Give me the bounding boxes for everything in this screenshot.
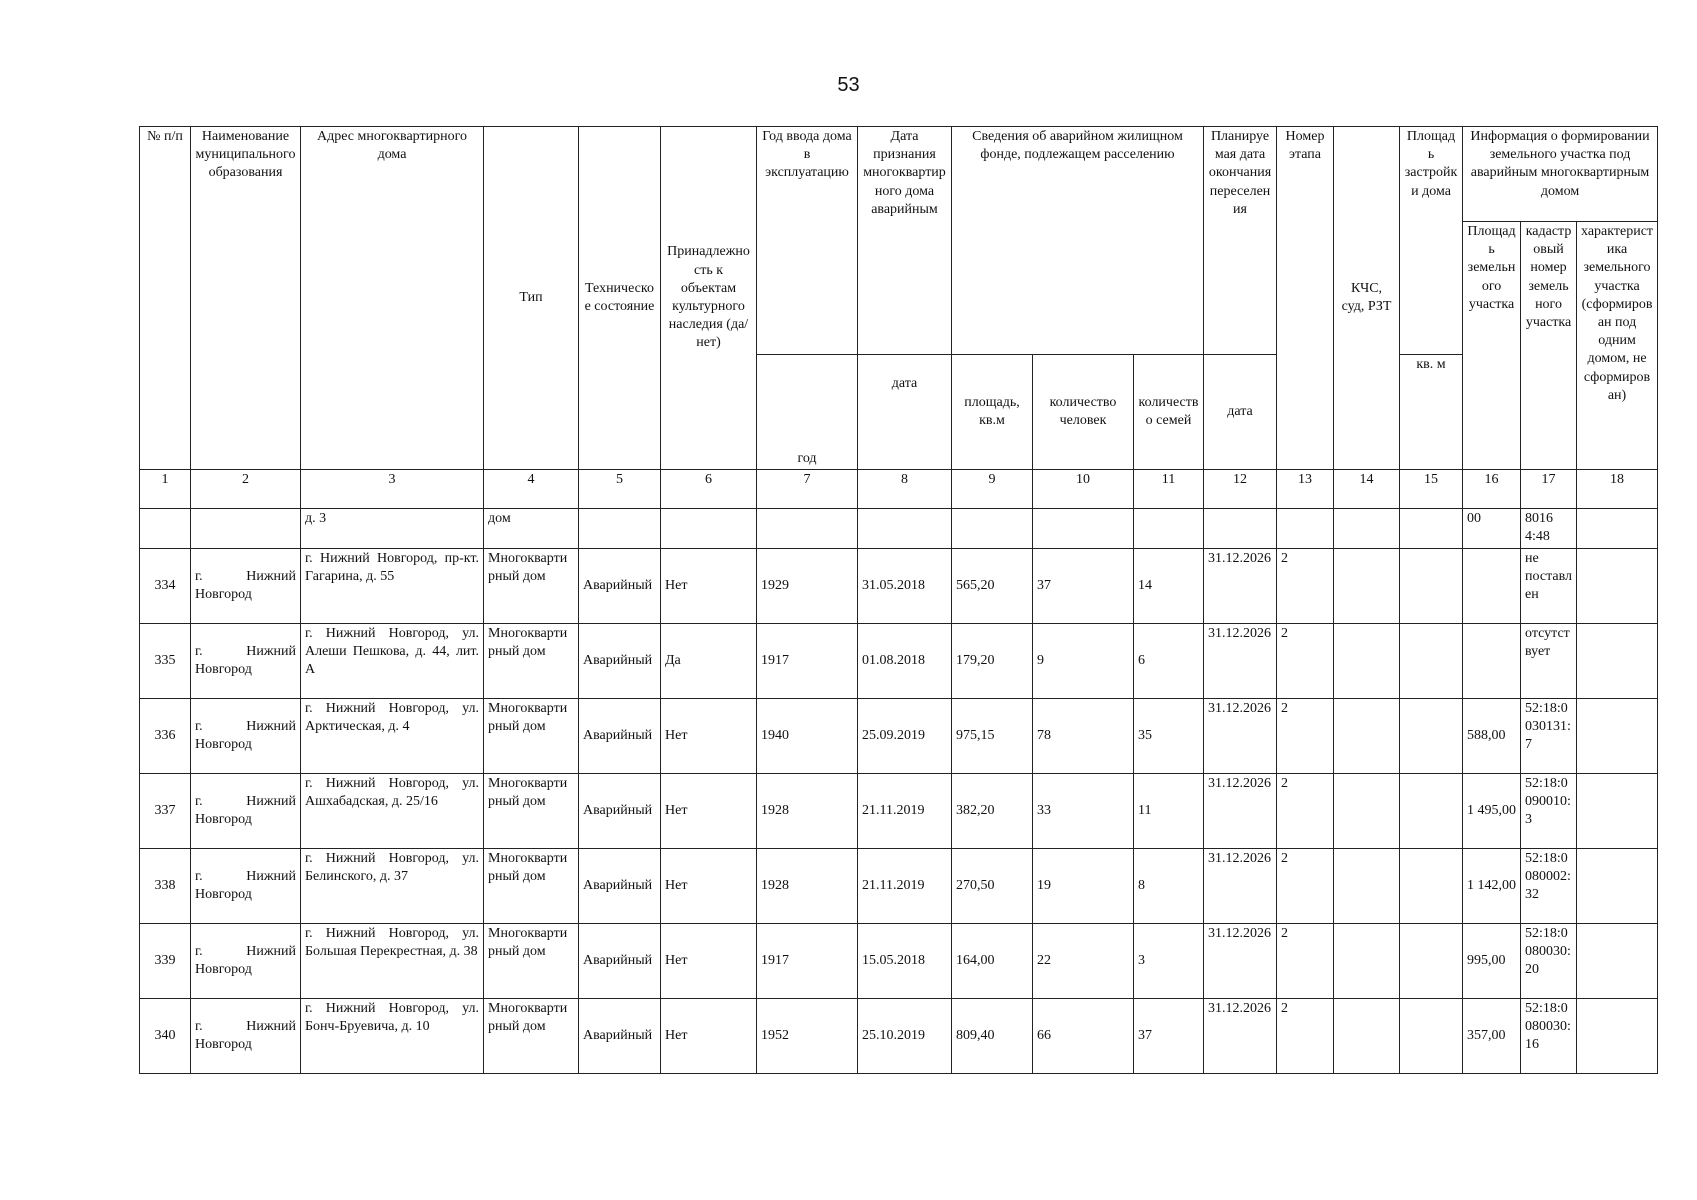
land-area-cell: 1 142,00 xyxy=(1463,849,1521,924)
unit-build-area: кв. м xyxy=(1400,355,1463,470)
land-area-cell xyxy=(1463,624,1521,699)
column-number-row xyxy=(140,470,1658,509)
column-number: 16 xyxy=(1463,470,1521,509)
continuation-land-area: 00 xyxy=(1463,509,1521,549)
header-kchs: КЧС, суд, РЗТ xyxy=(1334,127,1400,470)
row-number: 340 xyxy=(140,999,191,1074)
continuation-cadastral: 8016 4:48 xyxy=(1521,509,1577,549)
row-number: 334 xyxy=(140,549,191,624)
table-row xyxy=(140,849,1658,924)
table-row xyxy=(140,699,1658,774)
address-cell: г. Нижний Новгород, ул. Арктическая, д. 4 xyxy=(301,699,484,774)
families-cell: 35 xyxy=(1134,699,1204,774)
stage-cell: 2 xyxy=(1277,849,1334,924)
stage-cell: 2 xyxy=(1277,774,1334,849)
municipality-cell: г. Нижний Новгород xyxy=(191,549,301,624)
unit-people: количество человек xyxy=(1033,355,1134,470)
recognition-date-cell: 15.05.2018 xyxy=(858,924,952,999)
unit-year: год xyxy=(757,355,858,470)
header-stage: Номер этапа xyxy=(1277,127,1334,470)
house-type-cell: Многоквартирный дом xyxy=(484,549,579,624)
header-year-built: Год ввода дома в эксплуатацию xyxy=(757,127,858,355)
column-number: 5 xyxy=(579,470,661,509)
area-cell: 179,20 xyxy=(952,624,1033,699)
year-built-cell: 1940 xyxy=(757,699,858,774)
plan-date-cell: 31.12.2026 xyxy=(1204,924,1277,999)
area-cell: 809,40 xyxy=(952,999,1033,1074)
header-land-char: характеристика земельного участка (сформирован под одним домом, не сформирован) xyxy=(1577,222,1658,470)
header-resettlement-group: Сведения об аварийном жилищном фонде, подлежащем расселению xyxy=(952,127,1204,355)
row-number: 335 xyxy=(140,624,191,699)
header-heritage: Принадлежность к объектам культурного наследия (да/нет) xyxy=(661,127,757,470)
header-land-group: Информация о формировании земельного участка под аварийным многоквартирным домом xyxy=(1463,127,1658,222)
unit-plan-date: дата xyxy=(1204,355,1277,470)
header-tech-state: Техническое состояние xyxy=(579,127,661,470)
families-cell: 3 xyxy=(1134,924,1204,999)
cadastral-cell: 52:18:0080002:32 xyxy=(1521,849,1577,924)
build-area-cell xyxy=(1400,699,1463,774)
kchs-cell xyxy=(1334,624,1400,699)
recognition-date-cell: 31.05.2018 xyxy=(858,549,952,624)
column-number: 4 xyxy=(484,470,579,509)
address-cell: г. Нижний Новгород, ул. Бонч-Бруевича, д. 10 xyxy=(301,999,484,1074)
build-area-cell xyxy=(1400,849,1463,924)
land-area-cell xyxy=(1463,549,1521,624)
table-row xyxy=(140,774,1658,849)
address-cell: г. Нижний Новгород, ул. Большая Перекрестная, д. 38 xyxy=(301,924,484,999)
plan-date-cell: 31.12.2026 xyxy=(1204,999,1277,1074)
area-cell: 270,50 xyxy=(952,849,1033,924)
land-area-cell: 588,00 xyxy=(1463,699,1521,774)
house-type-cell: Многоквартирный дом xyxy=(484,699,579,774)
house-type-cell: Многоквартирный дом xyxy=(484,849,579,924)
area-cell: 975,15 xyxy=(952,699,1033,774)
tech-state-cell: Аварийный xyxy=(579,549,661,624)
year-built-cell: 1928 xyxy=(757,774,858,849)
table-row xyxy=(140,549,1658,624)
plan-date-cell: 31.12.2026 xyxy=(1204,549,1277,624)
kchs-cell xyxy=(1334,549,1400,624)
kchs-cell xyxy=(1334,924,1400,999)
cadastral-cell: 52:18:0030131:7 xyxy=(1521,699,1577,774)
recognition-date-cell: 21.11.2019 xyxy=(858,774,952,849)
stage-cell: 2 xyxy=(1277,924,1334,999)
header-planned-date: Планируемая дата окончания переселения xyxy=(1204,127,1277,355)
cadastral-cell: 52:18:0080030:20 xyxy=(1521,924,1577,999)
people-cell: 9 xyxy=(1033,624,1134,699)
recognition-date-cell: 25.10.2019 xyxy=(858,999,952,1074)
year-built-cell: 1952 xyxy=(757,999,858,1074)
land-area-cell: 357,00 xyxy=(1463,999,1521,1074)
stage-cell: 2 xyxy=(1277,624,1334,699)
header-number: № п/п xyxy=(140,127,191,470)
cadastral-cell: отсутствует xyxy=(1521,624,1577,699)
recognition-date-cell: 21.11.2019 xyxy=(858,849,952,924)
cadastral-cell: 52:18:0080030:16 xyxy=(1521,999,1577,1074)
table-row xyxy=(140,999,1658,1074)
municipality-cell: г. Нижний Новгород xyxy=(191,699,301,774)
area-cell: 164,00 xyxy=(952,924,1033,999)
year-built-cell: 1917 xyxy=(757,624,858,699)
build-area-cell xyxy=(1400,549,1463,624)
column-number: 6 xyxy=(661,470,757,509)
families-cell: 37 xyxy=(1134,999,1204,1074)
land-area-cell: 995,00 xyxy=(1463,924,1521,999)
column-number: 13 xyxy=(1277,470,1334,509)
people-cell: 66 xyxy=(1033,999,1134,1074)
row-number: 337 xyxy=(140,774,191,849)
row-number: 339 xyxy=(140,924,191,999)
tech-state-cell: Аварийный xyxy=(579,924,661,999)
land-char-cell xyxy=(1577,699,1658,774)
address-cell: г. Нижний Новгород, пр-кт. Гагарина, д. 55 xyxy=(301,549,484,624)
column-number: 7 xyxy=(757,470,858,509)
municipality-cell: г. Нижний Новгород xyxy=(191,774,301,849)
header-municipality: Наименование муниципального образования xyxy=(191,127,301,470)
house-type-cell: Многоквартирный дом xyxy=(484,774,579,849)
header-type: Тип xyxy=(484,127,579,470)
column-number: 3 xyxy=(301,470,484,509)
tech-state-cell: Аварийный xyxy=(579,699,661,774)
header-cadastral: кадастровый номер земельного участка xyxy=(1521,222,1577,470)
header-recognition-date: Дата признания многоквартирного дома аварийным xyxy=(858,127,952,355)
column-number: 14 xyxy=(1334,470,1400,509)
land-char-cell xyxy=(1577,849,1658,924)
column-number: 9 xyxy=(952,470,1033,509)
column-number: 8 xyxy=(858,470,952,509)
kchs-cell xyxy=(1334,774,1400,849)
house-type-cell: Многоквартирный дом xyxy=(484,999,579,1074)
column-number: 1 xyxy=(140,470,191,509)
header-address: Адрес многоквартирного дома xyxy=(301,127,484,470)
people-cell: 19 xyxy=(1033,849,1134,924)
tech-state-cell: Аварийный xyxy=(579,849,661,924)
stage-cell: 2 xyxy=(1277,999,1334,1074)
land-char-cell xyxy=(1577,549,1658,624)
column-number: 15 xyxy=(1400,470,1463,509)
people-cell: 78 xyxy=(1033,699,1134,774)
build-area-cell xyxy=(1400,924,1463,999)
column-number: 12 xyxy=(1204,470,1277,509)
column-number: 17 xyxy=(1521,470,1577,509)
address-cell: г. Нижний Новгород, ул. Ашхабадская, д. 25/16 xyxy=(301,774,484,849)
kchs-cell xyxy=(1334,999,1400,1074)
heritage-cell: Да xyxy=(661,624,757,699)
column-number: 10 xyxy=(1033,470,1134,509)
land-area-cell: 1 495,00 xyxy=(1463,774,1521,849)
families-cell: 6 xyxy=(1134,624,1204,699)
area-cell: 565,20 xyxy=(952,549,1033,624)
build-area-cell xyxy=(1400,999,1463,1074)
heritage-cell: Нет xyxy=(661,549,757,624)
people-cell: 37 xyxy=(1033,549,1134,624)
heritage-cell: Нет xyxy=(661,699,757,774)
heritage-cell: Нет xyxy=(661,774,757,849)
people-cell: 33 xyxy=(1033,774,1134,849)
cadastral-cell: 52:18:0090010:3 xyxy=(1521,774,1577,849)
build-area-cell xyxy=(1400,624,1463,699)
header-build-area: Площадь застройки дома xyxy=(1400,127,1463,355)
column-number: 18 xyxy=(1577,470,1658,509)
tech-state-cell: Аварийный xyxy=(579,999,661,1074)
continuation-type: дом xyxy=(484,509,579,549)
families-cell: 14 xyxy=(1134,549,1204,624)
address-cell: г. Нижний Новгород, ул. Белинского, д. 37 xyxy=(301,849,484,924)
unit-families: количество семей xyxy=(1134,355,1204,470)
land-char-cell xyxy=(1577,624,1658,699)
row-number: 338 xyxy=(140,849,191,924)
heritage-cell: Нет xyxy=(661,999,757,1074)
municipality-cell: г. Нижний Новгород xyxy=(191,624,301,699)
house-type-cell: Многоквартирный дом xyxy=(484,924,579,999)
plan-date-cell: 31.12.2026 xyxy=(1204,624,1277,699)
land-char-cell xyxy=(1577,999,1658,1074)
header-row-1 xyxy=(140,127,1658,222)
kchs-cell xyxy=(1334,699,1400,774)
column-number: 11 xyxy=(1134,470,1204,509)
plan-date-cell: 31.12.2026 xyxy=(1204,699,1277,774)
kchs-cell xyxy=(1334,849,1400,924)
housing-register-table xyxy=(139,126,1658,1074)
municipality-cell: г. Нижний Новгород xyxy=(191,999,301,1074)
unit-date: дата xyxy=(858,355,952,470)
heritage-cell: Нет xyxy=(661,924,757,999)
families-cell: 8 xyxy=(1134,849,1204,924)
land-char-cell xyxy=(1577,774,1658,849)
tech-state-cell: Аварийный xyxy=(579,774,661,849)
heritage-cell: Нет xyxy=(661,849,757,924)
table-row xyxy=(140,924,1658,999)
cadastral-cell: не поставлен xyxy=(1521,549,1577,624)
page-number: 53 xyxy=(837,74,860,96)
year-built-cell: 1928 xyxy=(757,849,858,924)
recognition-date-cell: 25.09.2019 xyxy=(858,699,952,774)
families-cell: 11 xyxy=(1134,774,1204,849)
stage-cell: 2 xyxy=(1277,699,1334,774)
tech-state-cell: Аварийный xyxy=(579,624,661,699)
column-number: 2 xyxy=(191,470,301,509)
header-land-area: Площадь земельного участка xyxy=(1463,222,1521,470)
build-area-cell xyxy=(1400,774,1463,849)
recognition-date-cell: 01.08.2018 xyxy=(858,624,952,699)
plan-date-cell: 31.12.2026 xyxy=(1204,774,1277,849)
table-row xyxy=(140,624,1658,699)
plan-date-cell: 31.12.2026 xyxy=(1204,849,1277,924)
address-cell: г. Нижний Новгород, ул. Алеши Пешкова, д. 44, лит. А xyxy=(301,624,484,699)
land-char-cell xyxy=(1577,924,1658,999)
unit-area: площадь, кв.м xyxy=(952,355,1033,470)
municipality-cell: г. Нижний Новгород xyxy=(191,849,301,924)
continuation-row xyxy=(140,509,1658,549)
house-type-cell: Многоквартирный дом xyxy=(484,624,579,699)
municipality-cell: г. Нижний Новгород xyxy=(191,924,301,999)
stage-cell: 2 xyxy=(1277,549,1334,624)
row-number: 336 xyxy=(140,699,191,774)
year-built-cell: 1917 xyxy=(757,924,858,999)
area-cell: 382,20 xyxy=(952,774,1033,849)
year-built-cell: 1929 xyxy=(757,549,858,624)
people-cell: 22 xyxy=(1033,924,1134,999)
continuation-address: д. 3 xyxy=(301,509,484,549)
